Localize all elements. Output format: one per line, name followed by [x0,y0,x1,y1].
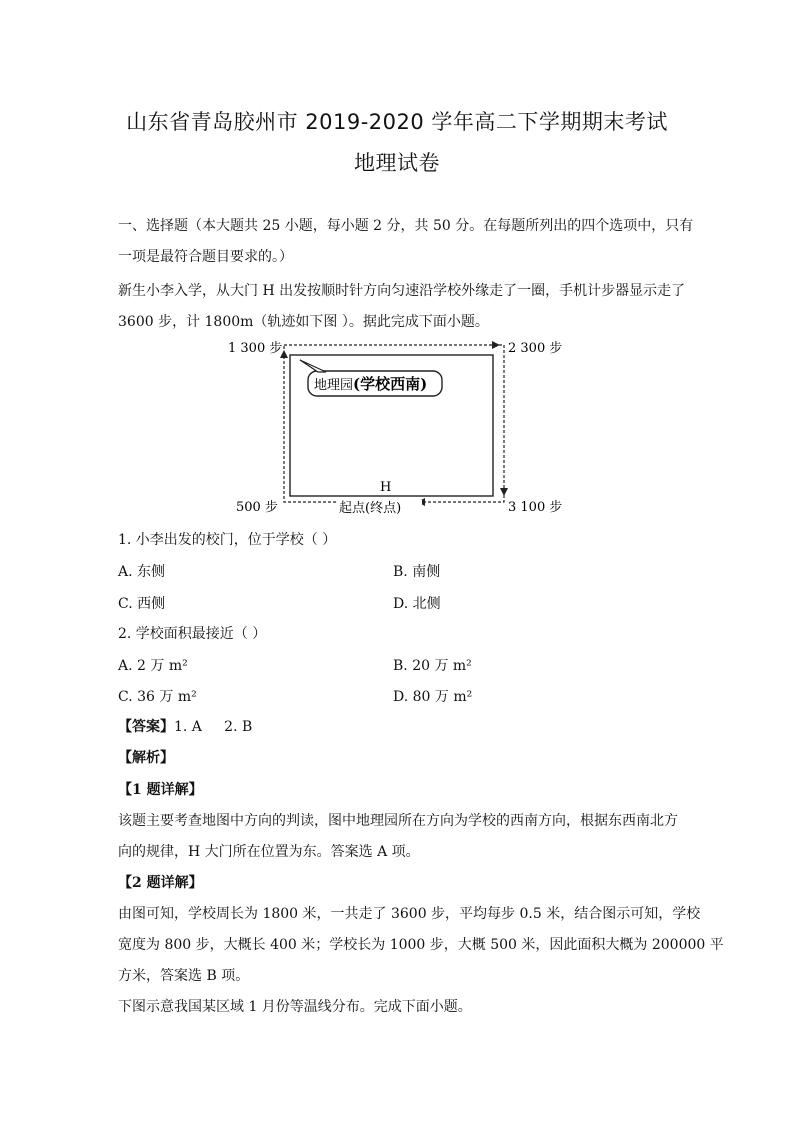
question-2-option-c: C. 36 万 m² [118,689,197,705]
start-end-label: 起点(终点) [339,501,402,516]
answer-label: 【答案】 [118,719,174,735]
detail-2-line-3: 方米，答案选 B 项。 [118,968,250,984]
route-arrow-right-icon [500,488,508,496]
question-1-option-b: B. 南侧 [393,564,441,580]
question-1-stem: 1. 小李出发的校门，位于学校（ ） [118,532,337,548]
question-1-option-d: D. 北侧 [393,596,441,612]
section-heading-line-1: 一、选择题（本大题共 25 小题，每小题 2 分，共 50 分。在每题所列出的四个选项中，只有 [118,218,694,234]
detail-1-line-1: 该题主要考查地图中方向的判读，图中地理园所在方向为学校的西南方向，根据东西南北方 [118,813,678,829]
label-top-left-steps: 1 300 步 [228,341,283,356]
detail-1-label: 【1 题详解】 [118,782,203,798]
analysis-label: 【解析】 [118,750,174,766]
section-heading-line-2: 一项是最符合题目要求的。） [118,249,293,265]
page-title: 山东省青岛胶州市 2019-2020 学年高二下学期期末考试 [126,110,668,134]
question-1-option-a: A. 东侧 [118,564,166,580]
page-subtitle: 地理试卷 [354,151,440,175]
gate-label: H [380,480,392,495]
detail-2-line-2: 宽度为 800 步，大概长 400 米；学校长为 1000 步，大概 500 米，因此面积大概为 200000 平 [118,937,724,953]
route-arrow-top-icon [492,341,500,349]
question-2-stem: 2. 学校面积最接近（ ） [118,626,267,642]
intro-line-1: 新生小李入学，从大门 H 出发按顺时针方向匀速沿学校外缘走了一圈，手机计步器显示走了 [118,283,686,299]
question-1-option-c: C. 西侧 [118,596,166,612]
label-top-right-steps: 2 300 步 [508,341,563,356]
garden-direction-label: (学校西南) [353,375,428,393]
detail-1-line-2: 向的规律，H 大门所在位置为东。答案选 A 项。 [118,844,420,860]
detail-2-line-1: 由图可知，学校周长为 1800 米，一共走了 3600 步，平均每步 0.5 米，结合图示可知，学校 [118,906,701,922]
question-2-option-d: D. 80 万 m² [393,689,473,705]
answer-text: 1. A 2. B [174,719,253,735]
garden-label: 地理园 [314,378,354,393]
school-route-diagram [226,338,566,521]
next-question-intro: 下图示意我国某区域 1 月份等温线分布。完成下面小题。 [118,999,472,1015]
intro-line-2: 3600 步，计 1800m（轨迹如下图 ）。据此完成下面小题。 [118,314,489,330]
detail-2-label: 【2 题详解】 [118,875,203,891]
question-2-option-b: B. 20 万 m² [393,658,472,674]
svg-text:地理园(学校西南) [314,375,427,393]
label-bottom-left-steps: 500 步 [236,500,278,515]
callout-pointer [300,360,326,372]
label-bottom-right-steps: 3 100 步 [508,500,563,515]
question-2-option-a: A. 2 万 m² [118,658,188,674]
answer-line [118,717,678,737]
